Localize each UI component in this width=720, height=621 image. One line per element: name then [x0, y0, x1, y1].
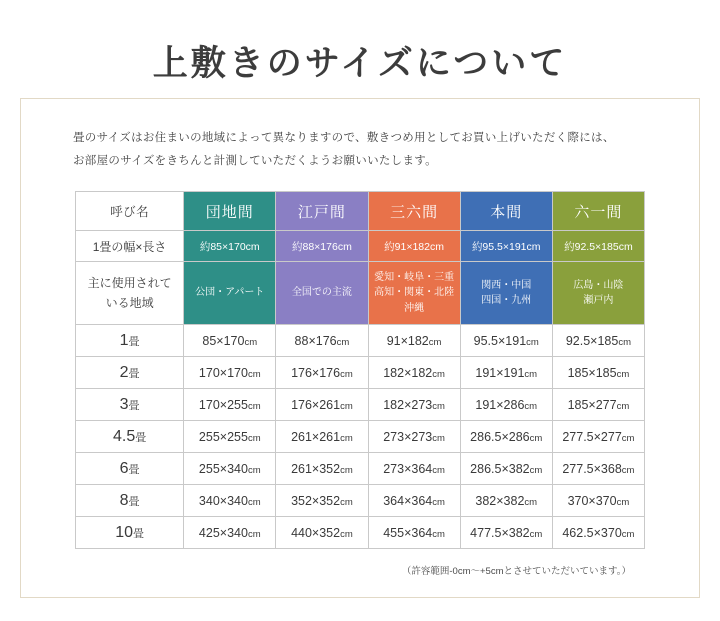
row-label-jou: 10畳 [76, 517, 184, 549]
tolerance-note: （許容範囲-0cm〜+5cmとさせていただいています。） [401, 566, 631, 577]
region-edoma: 全国での主流 [276, 262, 368, 325]
cell-5-4: 286.5×382cm [460, 453, 552, 485]
row-label-jou: 3畳 [76, 389, 184, 421]
table-corner-label: 呼び名 [76, 192, 184, 231]
cell-4-5: 277.5×277cm [552, 421, 644, 453]
region-honma: 関西・中国 四国・九州 [460, 262, 552, 325]
cell-1-4: 95.5×191cm [460, 325, 552, 357]
cell-7-3: 455×364cm [368, 517, 460, 549]
cell-6-2: 352×352cm [276, 485, 368, 517]
cell-2-3: 182×182cm [368, 357, 460, 389]
table-data-body [76, 325, 645, 549]
cell-1-2: 88×176cm [276, 325, 368, 357]
cell-3-2: 176×261cm [276, 389, 368, 421]
size-sanrokuma: 約91×182cm [368, 231, 460, 262]
col-header-danchima: 団地間 [184, 192, 276, 231]
row-label-jou: 8畳 [76, 485, 184, 517]
col-header-honma: 本間 [460, 192, 552, 231]
cell-1-5: 92.5×185cm [552, 325, 644, 357]
intro-line-1: 畳のサイズはお住まいの地域によって異なりますので、敷きつめ用としてお買い上げいただく際には、 [73, 132, 615, 144]
region-rokuichima: 広島・山陰 瀬戸内 [552, 262, 644, 325]
cell-6-1: 340×340cm [184, 485, 276, 517]
cell-7-1: 425×340cm [184, 517, 276, 549]
table-row [76, 421, 645, 453]
region-sanrokuma: 愛知・岐阜・三重 高知・関東・北陸 沖縄 [368, 262, 460, 325]
table-row [76, 325, 645, 357]
cell-2-1: 170×170cm [184, 357, 276, 389]
intro-line-2: お部屋のサイズをきちんと計測していただくようお願いいたします。 [73, 155, 437, 167]
size-danchima: 約85×170cm [184, 231, 276, 262]
cell-4-2: 261×261cm [276, 421, 368, 453]
size-edoma: 約88×176cm [276, 231, 368, 262]
page-title: 上敷きのサイズについて [152, 44, 568, 83]
cell-2-4: 191×191cm [460, 357, 552, 389]
cell-5-1: 255×340cm [184, 453, 276, 485]
cell-5-3: 273×364cm [368, 453, 460, 485]
col-header-edoma: 江戸間 [276, 192, 368, 231]
table-size-row [76, 231, 645, 262]
col-header-rokuichima: 六一間 [552, 192, 644, 231]
table-region-row [76, 262, 645, 325]
cell-1-1: 85×170cm [184, 325, 276, 357]
row-label-jou: 2畳 [76, 357, 184, 389]
table-row [76, 517, 645, 549]
content-frame [20, 98, 700, 598]
row-label-jou: 4.5畳 [76, 421, 184, 453]
cell-4-4: 286.5×286cm [460, 421, 552, 453]
cell-7-4: 477.5×382cm [460, 517, 552, 549]
row-label-jou: 6畳 [76, 453, 184, 485]
cell-6-5: 370×370cm [552, 485, 644, 517]
cell-6-3: 364×364cm [368, 485, 460, 517]
cell-7-2: 440×352cm [276, 517, 368, 549]
cell-6-4: 382×382cm [460, 485, 552, 517]
table-row [76, 485, 645, 517]
row-label-size: 1畳の幅×長さ [76, 231, 184, 262]
col-header-sanrokuma: 三六間 [368, 192, 460, 231]
cell-1-3: 91×182cm [368, 325, 460, 357]
cell-3-3: 182×273cm [368, 389, 460, 421]
cell-4-3: 273×273cm [368, 421, 460, 453]
tatami-size-table [75, 191, 645, 549]
size-rokuichima: 約92.5×185cm [552, 231, 644, 262]
intro-text [21, 99, 699, 173]
cell-5-5: 277.5×368cm [552, 453, 644, 485]
cell-3-5: 185×277cm [552, 389, 644, 421]
cell-2-5: 185×185cm [552, 357, 644, 389]
table-row [76, 389, 645, 421]
table-header-row [76, 192, 645, 231]
cell-2-2: 176×176cm [276, 357, 368, 389]
cell-5-2: 261×352cm [276, 453, 368, 485]
size-honma: 約95.5×191cm [460, 231, 552, 262]
cell-3-4: 191×286cm [460, 389, 552, 421]
table-row [76, 453, 645, 485]
table-row [76, 357, 645, 389]
cell-4-1: 255×255cm [184, 421, 276, 453]
region-danchima: 公団・アパート [184, 262, 276, 325]
row-label-region: 主に使用されて いる地域 [76, 262, 184, 325]
cell-7-5: 462.5×370cm [552, 517, 644, 549]
row-label-jou: 1畳 [76, 325, 184, 357]
cell-3-1: 170×255cm [184, 389, 276, 421]
